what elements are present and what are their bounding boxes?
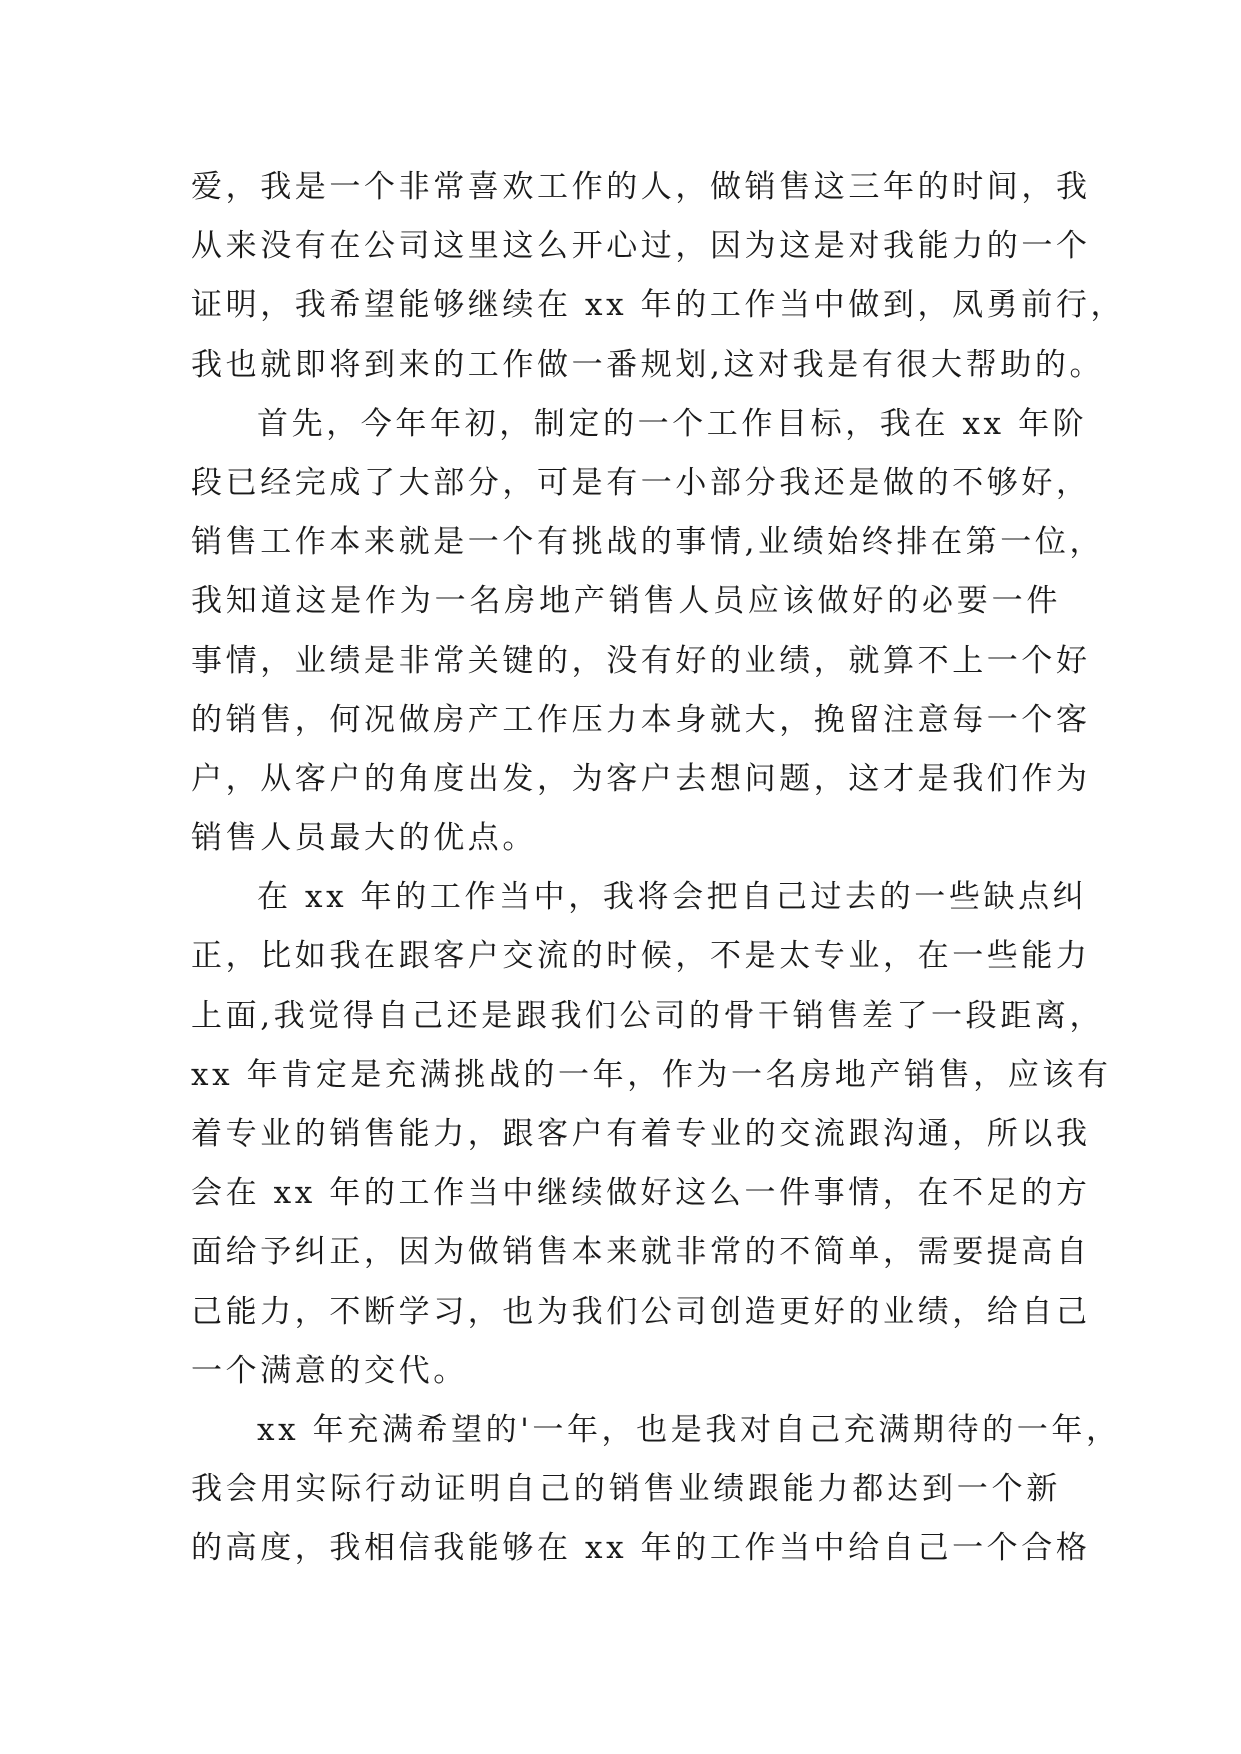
text-line: 我知道这是作为一名房地产销售人员应该做好的必要一件 [191, 583, 1061, 620]
text-line: 面给予纠正，因为做销售本来就非常的不简单，需要提高自 [191, 1234, 1091, 1271]
text-line: xx 年肯定是充满挑战的一年，作为一名房地产销售，应该有 [191, 1056, 1112, 1093]
text-line: 着专业的销售能力，跟客户有着专业的交流跟沟通，所以我 [191, 1116, 1091, 1152]
text-line: 我也就即将到来的工作做一番规划,这对我是有很大帮助的。 [191, 346, 1105, 383]
text-line: 证明，我希望能够继续在 xx 年的工作当中做到，凤勇前行， [191, 287, 1126, 324]
text-line: 从来没有在公司这里这么开心过，因为这是对我能力的一个 [191, 228, 1091, 265]
text-line: 爱，我是一个非常喜欢工作的人，做销售这三年的时间，我 [191, 169, 1091, 205]
text-line: 会在 xx 年的工作当中继续做好这么一件事情，在不足的方 [191, 1175, 1091, 1212]
text-line: 户，从客户的角度出发，为客户去想问题，这才是我们作为 [191, 760, 1091, 797]
text-line: 销售人员最大的优点。 [191, 820, 537, 857]
text-line: 正，比如我在跟客户交流的时候，不是太专业，在一些能力 [191, 938, 1091, 975]
paragraph-first-line: xx 年充满希望的'一年，也是我对自己充满期待的一年， [257, 1411, 1121, 1448]
text-line: 段已经完成了大部分，可是有一小部分我还是做的不够好， [191, 464, 1091, 501]
text-line: 销售工作本来就是一个有挑战的事情,业绩始终排在第一位， [191, 524, 1105, 561]
text-line: 事情，业绩是非常关键的，没有好的业绩，就算不上一个好 [191, 642, 1091, 679]
paragraph-first-line: 在 xx 年的工作当中，我将会把自己过去的一些缺点纠 [257, 879, 1088, 916]
text-line: 我会用实际行动证明自己的销售业绩跟能力都达到一个新 [191, 1471, 1061, 1508]
text-line: 的销售，何况做房产工作压力本身就大，挽留注意每一个客 [191, 701, 1091, 738]
document-body [191, 158, 1126, 1579]
text-line: 一个满意的交代。 [191, 1352, 468, 1389]
text-line: 上面,我觉得自己还是跟我们公司的骨干销售差了一段距离， [191, 997, 1105, 1034]
paragraph-first-line: 首先，今年年初，制定的一个工作目标，我在 xx 年阶 [257, 405, 1088, 442]
text-line: 己能力，不断学习，也为我们公司创造更好的业绩，给自己 [191, 1293, 1091, 1330]
text-line: 的高度，我相信我能够在 xx 年的工作当中给自己一个合格 [191, 1530, 1091, 1567]
